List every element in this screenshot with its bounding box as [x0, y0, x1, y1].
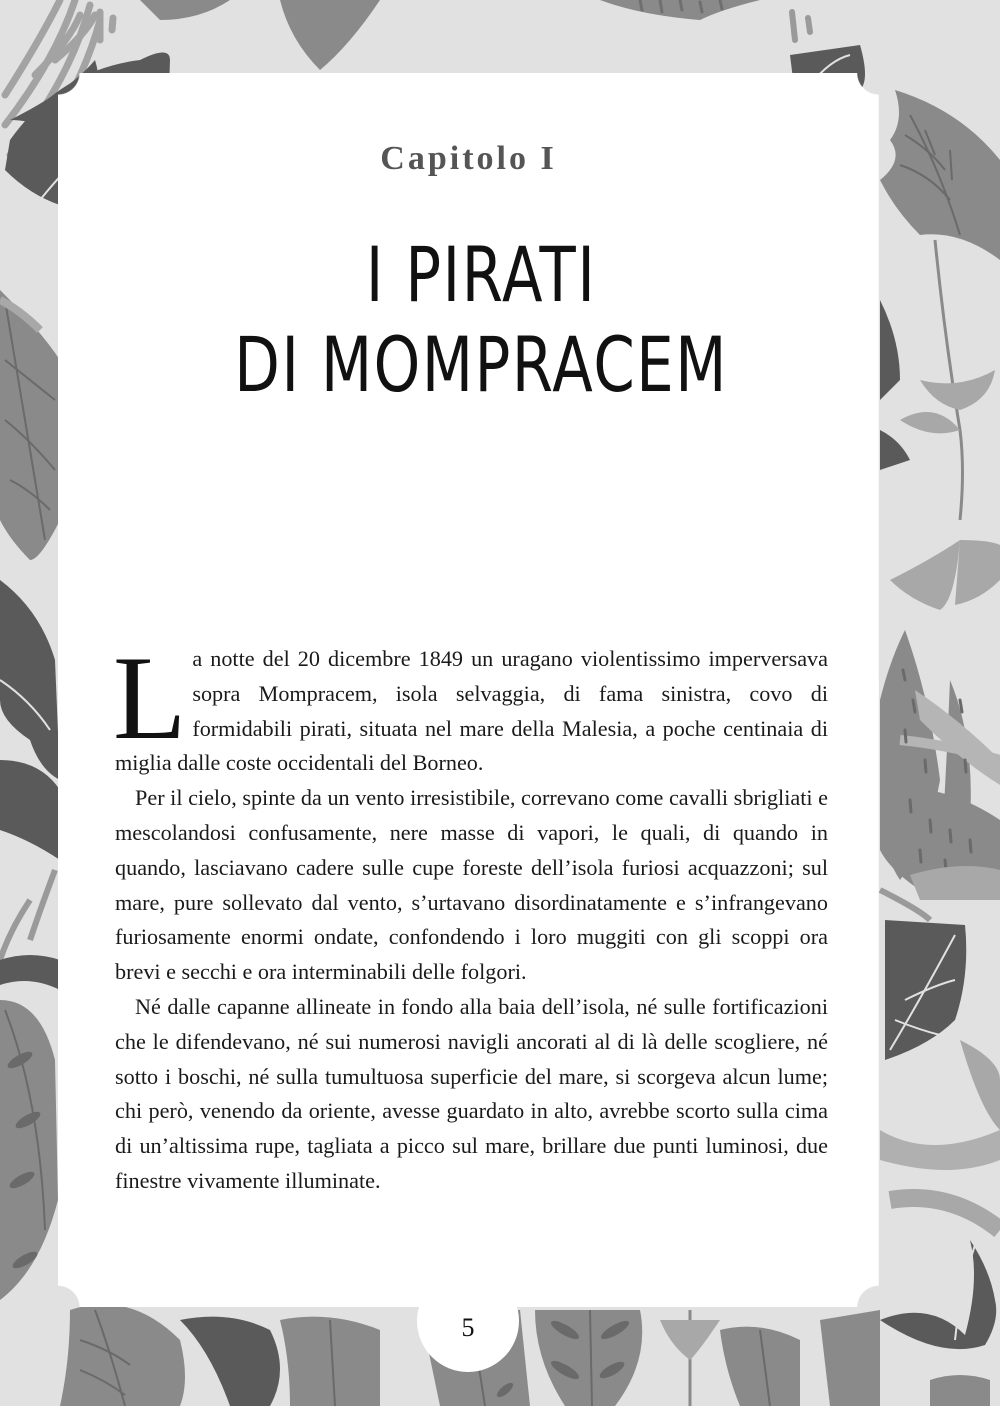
paragraph-1-text: a notte del 20 dicembre 1849 un uragano violentissimo imperversava sopra Mompracem, isola selvaggia, di fama sinistra, covo di formidabili pirati, situata nel mare della Malesia, a poche centinaia di miglia dalle coste occidentali del Borneo.	[115, 646, 828, 776]
chapter-label: Capitolo I	[380, 140, 557, 177]
paragraph-1	[113, 631, 828, 781]
paragraph-3: Né dalle capanne allineate in fondo alla baia dell’isola, né sulle fortificazioni che le difendevano, né sui numerosi navigli ancorati al di là delle scogliere, né sotto i boschi, né sulla tumultuosa superficie del mare, si scorgeva alcun lume; chi però, venendo da oriente, avesse guardato in alto, avrebbe scorto sulla cima di un’altissima rupe, tagliata a picco sul mare, brillare due punti luminosi, due finestre vivamente illuminate.	[115, 993, 828, 1193]
chapter-title-line-2: DI MOMPRACEM	[234, 320, 728, 409]
chapter-title-line-1: I PIRATI	[365, 230, 597, 319]
paragraph-2: Per il cielo, spinte da un vento irresistibile, correvano come cavalli sbrigliati e mescolandosi confusamente, nere masse di vapori, le quali, di quando in quando, lasciavano cadere sulle cupe foreste dell’isola furiosi acquazzoni; sul mare, pure sollevato dal vento, s’urtavano disordinatamente e s’infrangevano furiosamente enormi ondate, confondendo i loro muggiti con gli scoppi ora brevi e secchi e ora interminabili delle folgori.	[115, 785, 828, 985]
chapter-body	[113, 631, 828, 1199]
chapter-title	[161, 230, 801, 410]
drop-cap: L	[113, 631, 187, 764]
page-number: 5	[461, 1313, 475, 1342]
